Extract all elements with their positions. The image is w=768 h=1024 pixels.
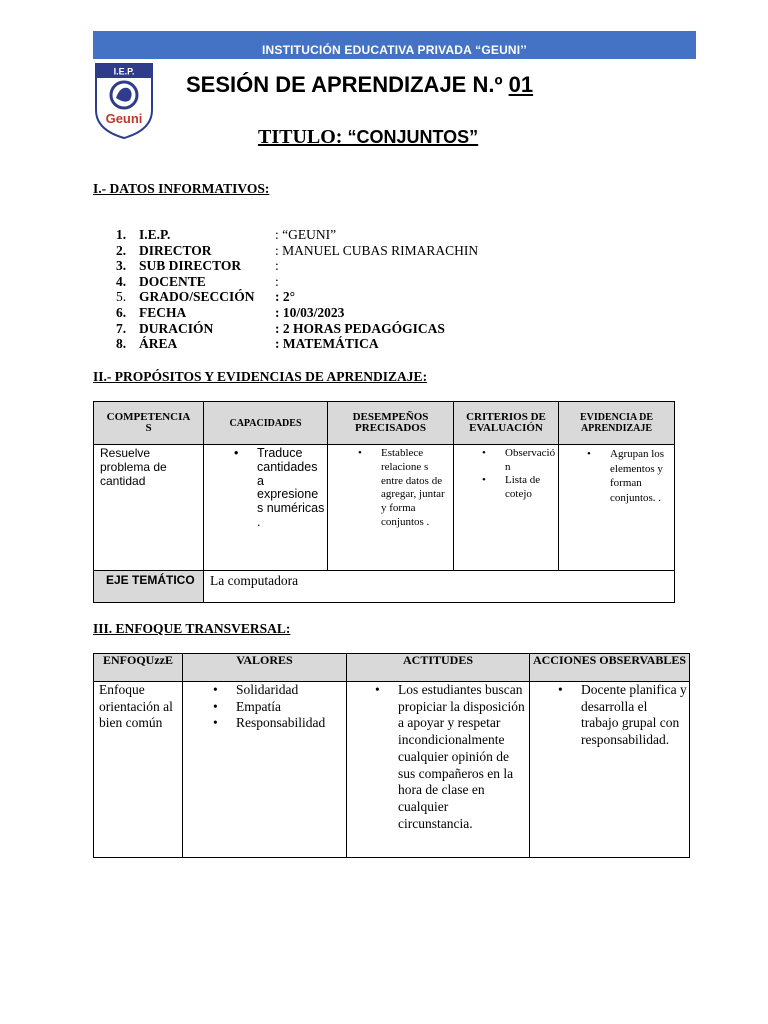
info-list bbox=[116, 227, 478, 352]
list-item: • Los estudiantes buscan propiciar la disposición a apoyar y respetar incondicionalmente cualquier opinión de sus compañeros en la hora de clase en cualquier circunstancia. bbox=[375, 682, 525, 831]
titulo-label: TITULO: bbox=[258, 126, 348, 148]
info-row bbox=[116, 305, 478, 321]
info-number: 2. bbox=[116, 242, 127, 258]
header-desempenos: DESEMPEÑOS PRECISADOS bbox=[328, 402, 454, 445]
info-row bbox=[116, 289, 478, 305]
list-item: • Lista de cotejo bbox=[482, 474, 541, 500]
info-key: SUB DIRECTOR bbox=[139, 258, 242, 274]
propositos-table bbox=[93, 401, 675, 603]
info-number: 1. bbox=[116, 227, 127, 242]
list-item: • Observació n bbox=[482, 447, 556, 473]
info-row bbox=[116, 336, 478, 352]
eje-label-cell: EJE TEMÁTICO bbox=[94, 571, 204, 603]
school-logo bbox=[94, 62, 154, 140]
info-key: I.E.P. bbox=[139, 227, 171, 242]
info-row bbox=[116, 274, 478, 290]
info-key: FECHA bbox=[139, 304, 187, 320]
info-value: : MATEMÁTICA bbox=[275, 336, 379, 352]
info-key: DIRECTOR bbox=[139, 242, 212, 258]
info-row bbox=[116, 243, 478, 259]
list-item: • Docente planifica y desarrolla el trabajo grupal con responsabilidad. bbox=[558, 682, 687, 748]
info-number: 5. bbox=[116, 289, 127, 305]
info-value: : MANUEL CUBAS RIMARACHIN bbox=[275, 242, 479, 258]
header-acciones: ACCIONES OBSERVABLES bbox=[530, 654, 690, 682]
session-title bbox=[186, 72, 533, 98]
header-actitudes: ACTITUDES bbox=[347, 654, 530, 682]
enfoque-cell: Enfoque orientación al bien común bbox=[94, 682, 183, 858]
lesson-title bbox=[258, 126, 478, 149]
header-valores: VALORES bbox=[183, 654, 347, 682]
info-value: : 2° bbox=[275, 289, 296, 305]
section-propositos-heading: II.- PROPÓSITOS Y EVIDENCIAS DE APRENDIZAJE: bbox=[93, 369, 428, 384]
info-number: 6. bbox=[116, 304, 127, 320]
info-key: DURACIÓN bbox=[139, 320, 214, 336]
info-value: : bbox=[275, 273, 279, 289]
eje-value-cell: La computadora bbox=[204, 571, 675, 603]
criterios-cell bbox=[454, 445, 559, 571]
evidencias-cell bbox=[559, 445, 675, 571]
info-number: 8. bbox=[116, 336, 127, 352]
header-evidencia: EVIDENCIA DE APRENDIZAJE bbox=[559, 402, 675, 445]
institution-banner bbox=[93, 31, 696, 59]
header-enfoque: ENFOQUzzE bbox=[94, 654, 183, 682]
competencia-cell: Resuelve problema de cantidad bbox=[94, 445, 204, 571]
info-row bbox=[116, 258, 478, 274]
session-prefix: SESIÓN DE APRENDIZAJE N.º bbox=[186, 72, 509, 97]
enfoque-table bbox=[93, 653, 690, 858]
institution-name: INSTITUCIÓN EDUCATIVA PRIVADA “GEUNI’’ bbox=[262, 43, 527, 57]
info-value: : 10/03/2023 bbox=[275, 304, 345, 320]
info-number: 4. bbox=[116, 273, 127, 289]
list-item: • Traduce cantidades a expresione s numéricas . bbox=[234, 446, 325, 529]
capacidades-cell bbox=[204, 445, 328, 571]
list-item: • Solidaridad bbox=[213, 682, 299, 697]
info-value: : bbox=[275, 258, 279, 274]
info-number: 3. bbox=[116, 258, 127, 274]
header-criterios: CRITERIOS DE EVALUACIÓN bbox=[454, 402, 559, 445]
info-key: DOCENTE bbox=[139, 273, 206, 289]
info-key: GRADO/SECCIÓN bbox=[139, 289, 255, 305]
info-value: : “GEUNI” bbox=[275, 227, 337, 242]
header-capacidades: CAPACIDADES bbox=[204, 402, 328, 445]
logo-top-text: I.E.P. bbox=[113, 66, 135, 77]
info-value: : 2 HORAS PEDAGÓGICAS bbox=[275, 320, 445, 336]
list-item: • Establece relacione s entre datos de agregar, juntar y forma conjuntos . bbox=[358, 447, 445, 528]
list-item: • Responsabilidad bbox=[213, 715, 326, 731]
header-competencias: COMPETENCIA S bbox=[94, 402, 204, 445]
desempenos-cell bbox=[328, 445, 454, 571]
session-number: 01 bbox=[508, 72, 534, 97]
acciones-cell bbox=[530, 682, 690, 858]
info-key: ÁREA bbox=[139, 336, 178, 352]
info-number: 7. bbox=[116, 320, 127, 336]
list-item: • Agrupan los elementos y forman conjuntos. . bbox=[587, 448, 665, 504]
info-row bbox=[116, 227, 478, 243]
titulo-name: “CONJUNTOS” bbox=[347, 127, 479, 147]
valores-cell bbox=[183, 682, 347, 858]
list-item: • Empatía bbox=[213, 698, 281, 714]
actitudes-cell bbox=[347, 682, 530, 858]
info-row bbox=[116, 321, 478, 337]
section-enfoque-heading: III. ENFOQUE TRANSVERSAL: bbox=[93, 621, 291, 636]
section-datos-heading: I.- DATOS INFORMATIVOS: bbox=[93, 181, 270, 196]
logo-name-text: Geuni bbox=[105, 111, 143, 126]
